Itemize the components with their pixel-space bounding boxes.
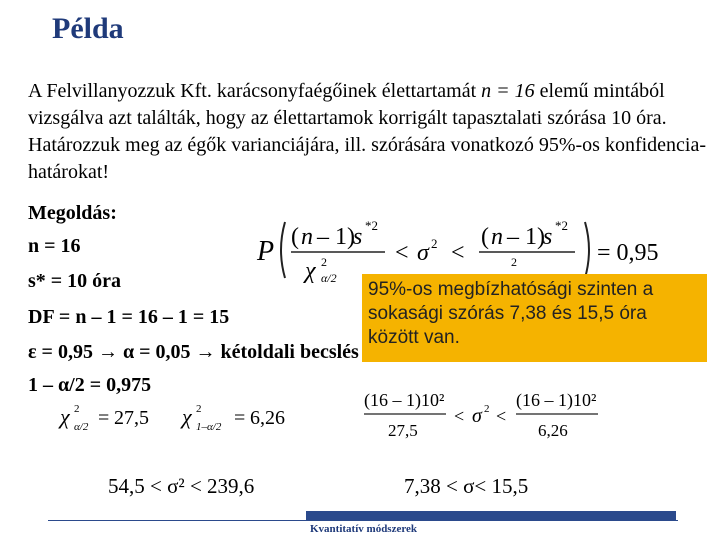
sd-result: 7,38 < σ< 15,5 [404,474,529,498]
solution-n: n = 16 [28,235,81,257]
svg-text:<: < [496,406,507,426]
svg-text:– 1): – 1) [507,224,545,250]
svg-text:2: 2 [484,403,490,415]
svg-text:α/2: α/2 [74,421,89,433]
svg-text:*2: *2 [555,218,568,233]
svg-text:2: 2 [431,236,438,251]
variance-result: 54,5 < σ² < 239,6 [108,474,255,498]
svg-text:2: 2 [74,403,80,415]
svg-text:χ: χ [182,404,192,429]
solution-eps: ε = 0,95 → α = 0,05 → kétoldali becslés [28,341,359,363]
svg-text:s: s [543,224,553,250]
svg-text:s: s [353,224,363,250]
problem-n-expr: n = 16 [481,80,535,102]
svg-text:*2: *2 [365,218,378,233]
svg-text:χ: χ [305,258,316,284]
svg-text:<: < [451,240,465,266]
svg-text:2: 2 [511,255,517,269]
problem-text-2: elemű mintából vizsgálva azt találták, hogy az élettartamok korrigált tapasztalati szórása 10 óra. Határozzuk meg az égők varianciájára, ill. szórására vonatkozó 95%-os konfidencia-határokat! [28,80,707,183]
footer-text: Kvantitatív módszerek [310,523,418,535]
svg-text:2: 2 [321,255,327,269]
solution-s: s* = 10 óra [28,270,122,292]
solution-label: Megoldás: [28,202,117,224]
sub-upper-num: (16 – 1)10² [364,390,445,410]
chi-upper-value: 27,5 [114,407,149,429]
chi-lower-value: 6,26 [250,407,285,429]
problem-text-1: A Felvillanyozzuk Kft. karácsonyfaégőinek élettartamát [28,80,482,102]
svg-text:σ: σ [417,240,429,266]
svg-text:(: ( [481,224,489,250]
conclusion-callout: 95%-os megbízhatósági szinten a sokasági szórás 7,38 és 15,5 óra között van. [362,274,707,362]
svg-text:=: = [234,407,246,429]
solution-quantile: 1 – α/2 = 0,975 [28,374,152,396]
footer-divider [48,520,678,521]
solution-df: DF = n – 1 = 16 – 1 = 15 [28,306,230,328]
slide-title: Példa [52,12,124,45]
svg-text:P: P [257,236,275,267]
chi-square-values [58,398,298,438]
sub-upper-den: 27,5 [388,421,418,440]
sub-lower-den: 6,26 [538,421,568,440]
svg-text:n: n [301,224,313,250]
svg-text:(: ( [291,224,299,250]
svg-text:<: < [395,240,409,266]
problem-statement [28,78,708,186]
svg-text:σ: σ [472,405,482,427]
svg-text:– 1): – 1) [317,224,355,250]
svg-text:n: n [491,224,503,250]
svg-text:χ: χ [60,404,70,429]
svg-text:1–α/2: 1–α/2 [196,421,222,433]
substituted-formula [362,382,612,446]
svg-text:=: = [98,407,110,429]
svg-text:<: < [454,406,465,426]
svg-text:2: 2 [196,403,202,415]
prob-value: = 0,95 [597,240,659,266]
svg-text:α/2: α/2 [321,271,337,285]
sub-lower-num: (16 – 1)10² [516,390,597,410]
